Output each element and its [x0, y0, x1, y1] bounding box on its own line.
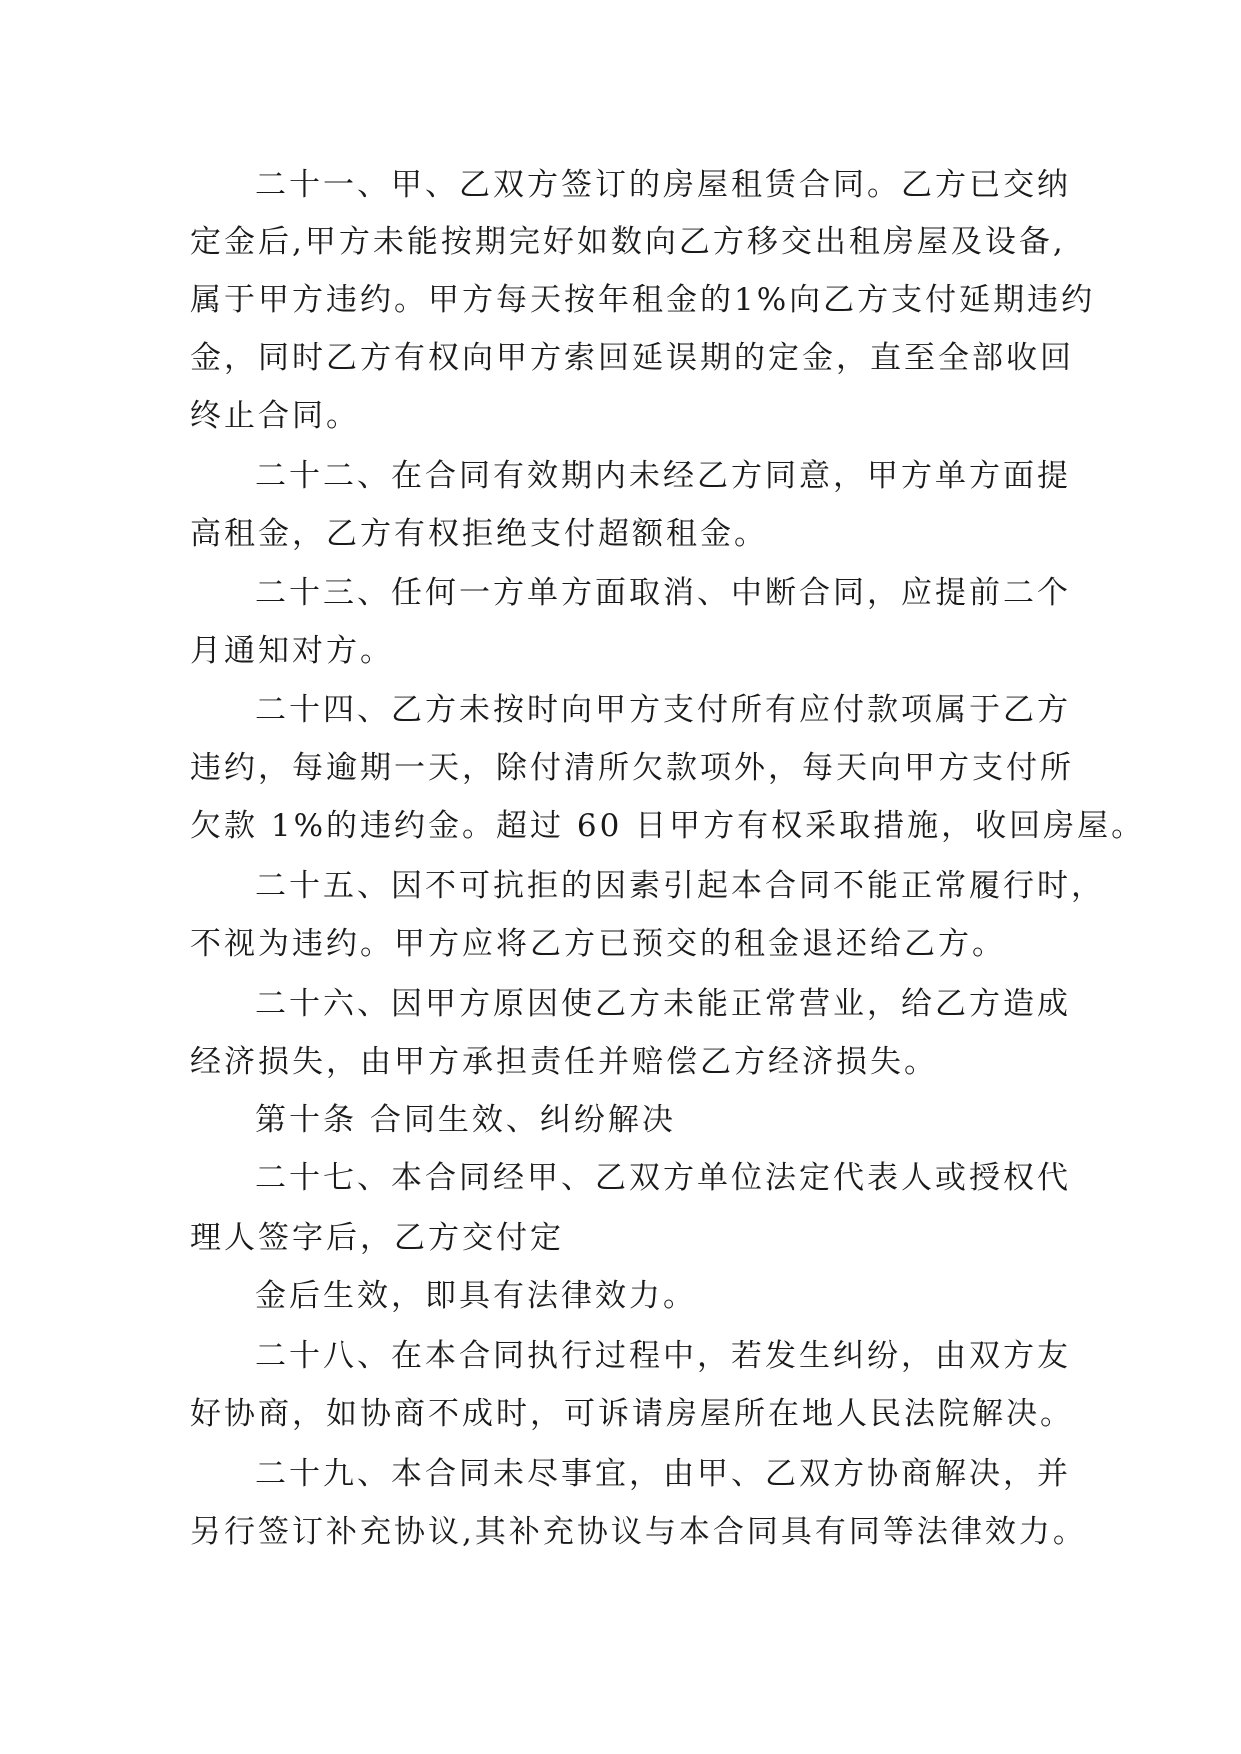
text-line: 欠款 1%的违约金。超过 60 日甲方有权采取措施，收回房屋。	[190, 808, 1146, 844]
text-line: 二十五、因不可抗拒的因素引起本合同不能正常履行时，	[255, 868, 1105, 904]
text-line: 不视为违约。甲方应将乙方已预交的租金退还给乙方。	[190, 926, 1006, 962]
text-line: 好协商，如协商不成时，可诉请房屋所在地人民法院解决。	[190, 1396, 1074, 1432]
text-line: 违约，每逾期一天，除付清所欠款项外，每天向甲方支付所	[190, 750, 1074, 786]
text-line: 二十四、乙方未按时向甲方支付所有应付款项属于乙方	[255, 692, 1071, 728]
text-line: 金，同时乙方有权向甲方索回延误期的定金，直至全部收回	[190, 340, 1074, 376]
text-line: 另行签订补充协议,其补充协议与本合同具有同等法律效力。	[190, 1514, 1087, 1550]
text-line: 二十二、在合同有效期内未经乙方同意，甲方单方面提	[255, 458, 1071, 494]
text-line: 终止合同。	[190, 398, 360, 434]
text-line: 二十三、任何一方单方面取消、中断合同，应提前二个	[255, 575, 1071, 611]
text-line: 二十八、在本合同执行过程中，若发生纠纷，由双方友	[255, 1338, 1071, 1374]
text-line: 属于甲方违约。甲方每天按年租金的1%向乙方支付延期违约	[190, 282, 1096, 318]
text-line: 高租金，乙方有权拒绝支付超额租金。	[190, 516, 768, 552]
text-line: 经济损失，由甲方承担责任并赔偿乙方经济损失。	[190, 1044, 938, 1080]
text-line: 二十九、本合同未尽事宜，由甲、乙双方协商解决，并	[255, 1456, 1071, 1492]
text-line: 金后生效，即具有法律效力。	[255, 1278, 697, 1314]
text-line: 二十七、本合同经甲、乙双方单位法定代表人或授权代	[255, 1160, 1071, 1196]
text-line: 定金后,甲方未能按期完好如数向乙方移交出租房屋及设备,	[190, 224, 1066, 260]
text-line: 理人签字后，乙方交付定	[190, 1220, 564, 1256]
section-heading: 第十条 合同生效、纠纷解决	[255, 1102, 676, 1138]
text-line: 二十六、因甲方原因使乙方未能正常营业，给乙方造成	[255, 986, 1071, 1022]
text-line: 二十一、甲、乙双方签订的房屋租赁合同。乙方已交纳	[255, 167, 1071, 203]
text-line: 月通知对方。	[190, 633, 394, 669]
